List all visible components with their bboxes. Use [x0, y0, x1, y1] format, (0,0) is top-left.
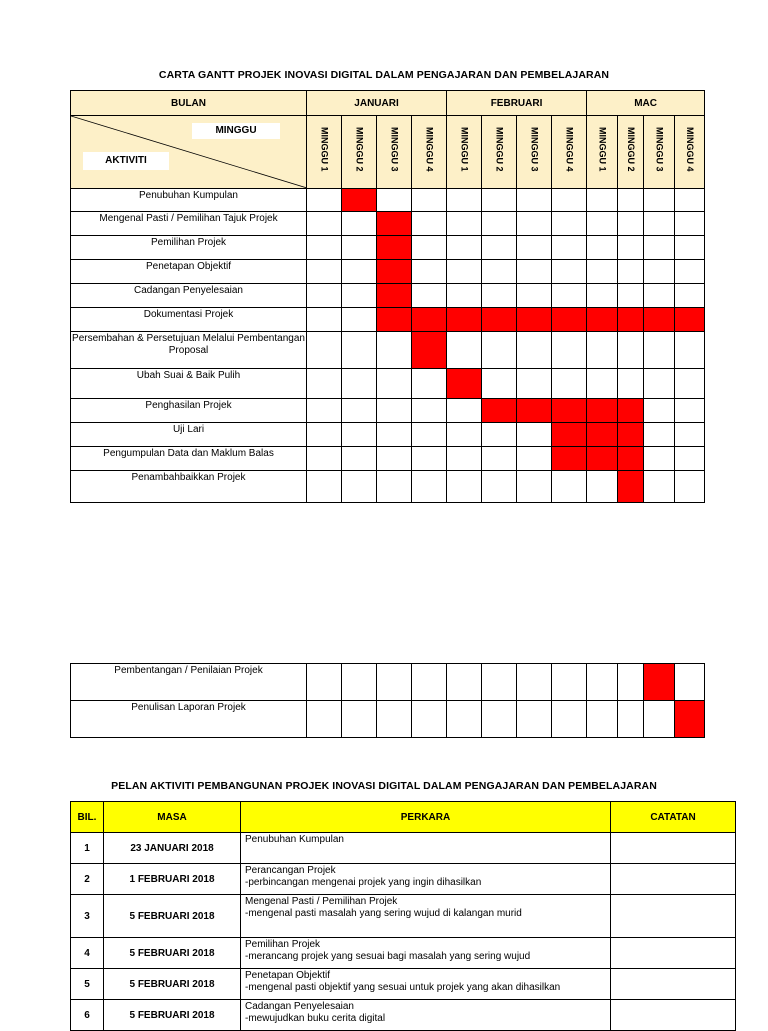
- gantt-bar-cell: [587, 308, 618, 332]
- gantt-empty-cell: [675, 332, 705, 369]
- plan-masa: 5 FEBRUARI 2018: [104, 969, 241, 1000]
- plan-perkara-line: -merancang projek yang sesuai bagi masalah yang sering wujud: [245, 951, 531, 962]
- plan-row: [71, 938, 736, 969]
- activity-name: Pengumpulan Data dan Maklum Balas: [71, 447, 307, 471]
- gantt-empty-cell: [412, 369, 447, 399]
- gantt-empty-cell: [447, 423, 482, 447]
- gantt-empty-cell: [482, 423, 517, 447]
- gantt-empty-cell: [342, 423, 377, 447]
- week-header: [307, 116, 342, 189]
- plan-perkara-line: -mengenal pasti masalah yang sering wujud di kalangan murid: [245, 908, 522, 919]
- activity-row: [71, 447, 705, 471]
- bulan-header: BULAN: [71, 91, 307, 116]
- gantt-bar-cell: [618, 447, 644, 471]
- gantt-chart-table: [70, 90, 705, 503]
- gantt-bar-cell: [552, 308, 587, 332]
- plan-perkara-line: -mewujudkan buku cerita digital: [245, 1013, 386, 1024]
- gantt-bar-cell: [482, 308, 517, 332]
- gantt-empty-cell: [342, 369, 377, 399]
- week-label: MINGGU 3: [529, 127, 540, 172]
- gantt-empty-cell: [552, 284, 587, 308]
- gantt-empty-cell: [307, 369, 342, 399]
- gantt-empty-cell: [675, 284, 705, 308]
- gantt-empty-cell: [447, 189, 482, 212]
- gantt-empty-cell: [517, 369, 552, 399]
- week-label: MINGGU 1: [319, 127, 330, 172]
- gantt-empty-cell: [377, 701, 412, 738]
- activity-name: Dokumentasi Projek: [71, 308, 307, 332]
- gantt-empty-cell: [412, 399, 447, 423]
- gantt-empty-cell: [482, 369, 517, 399]
- plan-perkara: [241, 864, 611, 895]
- week-label: MINGGU 3: [389, 127, 400, 172]
- plan-row: [71, 969, 736, 1000]
- week-label: MINGGU 3: [654, 127, 665, 172]
- gantt-empty-cell: [644, 212, 675, 236]
- gantt-empty-cell: [482, 447, 517, 471]
- gantt-empty-cell: [412, 701, 447, 738]
- activity-row: [71, 308, 705, 332]
- gantt-empty-cell: [644, 236, 675, 260]
- week-label: MINGGU 2: [354, 127, 365, 172]
- gantt-bar-cell: [644, 308, 675, 332]
- week-label: MINGGU 4: [685, 127, 696, 172]
- gantt-empty-cell: [618, 701, 644, 738]
- gantt-empty-cell: [618, 664, 644, 701]
- plan-masa: 5 FEBRUARI 2018: [104, 1000, 241, 1031]
- gantt-empty-cell: [447, 212, 482, 236]
- week-header: [552, 116, 587, 189]
- gantt-empty-cell: [377, 664, 412, 701]
- gantt-bar-cell: [587, 423, 618, 447]
- gantt-empty-cell: [552, 701, 587, 738]
- activity-name: Persembahan & Persetujuan Melalui Pembentangan Proposal: [71, 332, 307, 369]
- gantt-empty-cell: [482, 189, 517, 212]
- gantt-empty-cell: [447, 260, 482, 284]
- gantt-bar-cell: [377, 284, 412, 308]
- plan-header-masa: MASA: [104, 802, 241, 833]
- gantt-empty-cell: [644, 284, 675, 308]
- gantt-bar-cell: [587, 447, 618, 471]
- gantt-empty-cell: [644, 260, 675, 284]
- gantt-empty-cell: [517, 423, 552, 447]
- gantt-empty-cell: [307, 471, 342, 503]
- gantt-empty-cell: [412, 284, 447, 308]
- activity-row: [71, 284, 705, 308]
- gantt-empty-cell: [342, 447, 377, 471]
- gantt-empty-cell: [517, 212, 552, 236]
- gantt-empty-cell: [552, 236, 587, 260]
- gantt-empty-cell: [447, 471, 482, 503]
- gantt-empty-cell: [342, 664, 377, 701]
- plan-perkara-line: Pemilihan Projek: [245, 939, 321, 950]
- gantt-bar-cell: [644, 664, 675, 701]
- gantt-empty-cell: [552, 332, 587, 369]
- activity-name: Uji Lari: [71, 423, 307, 447]
- gantt-empty-cell: [342, 284, 377, 308]
- activity-row: [71, 664, 705, 701]
- gantt-empty-cell: [675, 260, 705, 284]
- plan-header-catatan: CATATAN: [611, 802, 736, 833]
- plan-row: [71, 895, 736, 938]
- activity-row: [71, 369, 705, 399]
- month-header-februari: FEBRUARI: [447, 91, 587, 116]
- activity-name: Penetapan Objektif: [71, 260, 307, 284]
- gantt-empty-cell: [307, 284, 342, 308]
- minggu-label: MINGGU: [192, 123, 280, 139]
- gantt-empty-cell: [644, 471, 675, 503]
- week-header: [342, 116, 377, 189]
- gantt-empty-cell: [517, 332, 552, 369]
- gantt-empty-cell: [377, 399, 412, 423]
- plan-perkara-line: -mengenal pasti objektif yang sesuai untuk projek yang akan dihasilkan: [245, 982, 561, 993]
- gantt-bar-cell: [517, 308, 552, 332]
- plan-row: [71, 1000, 736, 1031]
- plan-catatan: [611, 1000, 736, 1031]
- week-label: MINGGU 2: [626, 127, 637, 172]
- gantt-empty-cell: [675, 447, 705, 471]
- gantt-empty-cell: [412, 447, 447, 471]
- week-header: [644, 116, 675, 189]
- gantt-empty-cell: [412, 664, 447, 701]
- plan-perkara-line: Penubuhan Kumpulan: [245, 834, 344, 845]
- gantt-empty-cell: [377, 471, 412, 503]
- gantt-empty-cell: [482, 284, 517, 308]
- gantt-bar-cell: [552, 399, 587, 423]
- gantt-empty-cell: [482, 260, 517, 284]
- gantt-empty-cell: [342, 260, 377, 284]
- gantt-empty-cell: [517, 447, 552, 471]
- plan-bil: 3: [71, 895, 104, 938]
- aktiviti-label: AKTIVITI: [83, 152, 169, 170]
- gantt-empty-cell: [517, 701, 552, 738]
- plan-perkara: [241, 833, 611, 864]
- plan-bil: 6: [71, 1000, 104, 1031]
- gantt-empty-cell: [587, 236, 618, 260]
- gantt-empty-cell: [307, 236, 342, 260]
- plan-masa: 23 JANUARI 2018: [104, 833, 241, 864]
- gantt-empty-cell: [412, 471, 447, 503]
- gantt-empty-cell: [675, 399, 705, 423]
- gantt-empty-cell: [675, 471, 705, 503]
- gantt-empty-cell: [618, 369, 644, 399]
- plan-perkara-line: Penetapan Objektif: [245, 970, 331, 981]
- gantt-empty-cell: [307, 260, 342, 284]
- gantt-empty-cell: [307, 332, 342, 369]
- gantt-empty-cell: [552, 260, 587, 284]
- gantt-chart-table-continued: [70, 663, 705, 738]
- plan-perkara-line: Perancangan Projek: [245, 865, 336, 876]
- gantt-empty-cell: [307, 664, 342, 701]
- week-header: [377, 116, 412, 189]
- gantt-empty-cell: [587, 701, 618, 738]
- activity-row: [71, 471, 705, 503]
- gantt-empty-cell: [618, 189, 644, 212]
- gantt-empty-cell: [618, 260, 644, 284]
- plan-catatan: [611, 864, 736, 895]
- month-header-januari: JANUARI: [307, 91, 447, 116]
- activity-name: Penulisan Laporan Projek: [71, 701, 307, 738]
- activity-row: [71, 332, 705, 369]
- gantt-empty-cell: [675, 423, 705, 447]
- plan-bil: 4: [71, 938, 104, 969]
- gantt-empty-cell: [644, 399, 675, 423]
- gantt-bar-cell: [342, 189, 377, 212]
- activity-name: Mengenal Pasti / Pemilihan Tajuk Projek: [71, 212, 307, 236]
- week-header: [412, 116, 447, 189]
- gantt-empty-cell: [618, 212, 644, 236]
- gantt-bar-cell: [412, 308, 447, 332]
- week-label: MINGGU 1: [459, 127, 470, 172]
- plan-perkara-line: Mengenal Pasti / Pemilihan Projek: [245, 896, 398, 907]
- gantt-empty-cell: [587, 260, 618, 284]
- gantt-empty-cell: [675, 212, 705, 236]
- plan-bil: 5: [71, 969, 104, 1000]
- plan-masa: 5 FEBRUARI 2018: [104, 938, 241, 969]
- gantt-empty-cell: [307, 212, 342, 236]
- activity-name: Pemilihan Projek: [71, 236, 307, 260]
- gantt-empty-cell: [307, 308, 342, 332]
- activity-name: Ubah Suai & Baik Pulih: [71, 369, 307, 399]
- week-header: [447, 116, 482, 189]
- gantt-empty-cell: [517, 260, 552, 284]
- gantt-empty-cell: [447, 701, 482, 738]
- gantt-empty-cell: [552, 664, 587, 701]
- plan-table: [70, 801, 736, 1031]
- gantt-bar-cell: [587, 399, 618, 423]
- activity-row: [71, 399, 705, 423]
- gantt-empty-cell: [307, 701, 342, 738]
- gantt-empty-cell: [644, 369, 675, 399]
- plan-bil: 2: [71, 864, 104, 895]
- plan-catatan: [611, 938, 736, 969]
- gantt-empty-cell: [675, 236, 705, 260]
- gantt-empty-cell: [342, 471, 377, 503]
- plan-row: [71, 833, 736, 864]
- gantt-empty-cell: [587, 664, 618, 701]
- gantt-bar-cell: [517, 399, 552, 423]
- week-header: [482, 116, 517, 189]
- plan-bil: 1: [71, 833, 104, 864]
- gantt-empty-cell: [517, 664, 552, 701]
- gantt-empty-cell: [342, 212, 377, 236]
- gantt-empty-cell: [587, 332, 618, 369]
- activity-name: Penghasilan Projek: [71, 399, 307, 423]
- activity-row: [71, 189, 705, 212]
- gantt-bar-cell: [675, 701, 705, 738]
- month-header-mac: MAC: [587, 91, 705, 116]
- gantt-empty-cell: [412, 189, 447, 212]
- activity-row: [71, 423, 705, 447]
- gantt-empty-cell: [307, 399, 342, 423]
- gantt-empty-cell: [675, 189, 705, 212]
- gantt-bar-cell: [447, 308, 482, 332]
- gantt-empty-cell: [644, 447, 675, 471]
- gantt-empty-cell: [482, 332, 517, 369]
- plan-perkara-line: -perbincangan mengenai projek yang ingin dihasilkan: [245, 877, 482, 888]
- gantt-bar-cell: [618, 423, 644, 447]
- gantt-empty-cell: [587, 212, 618, 236]
- gantt-bar-cell: [552, 447, 587, 471]
- gantt-empty-cell: [342, 399, 377, 423]
- activity-row: [71, 260, 705, 284]
- activity-name: Cadangan Penyelesaian: [71, 284, 307, 308]
- gantt-empty-cell: [447, 447, 482, 471]
- gantt-empty-cell: [587, 284, 618, 308]
- gantt-empty-cell: [342, 236, 377, 260]
- activity-name: Penubuhan Kumpulan: [71, 189, 307, 212]
- gantt-empty-cell: [552, 471, 587, 503]
- gantt-empty-cell: [482, 701, 517, 738]
- plan-title: PELAN AKTIVITI PEMBANGUNAN PROJEK INOVASI DIGITAL DALAM PENGAJARAN DAN PEMBELAJARAN: [111, 780, 657, 792]
- gantt-empty-cell: [644, 701, 675, 738]
- plan-header-perkara: PERKARA: [241, 802, 611, 833]
- gantt-empty-cell: [618, 284, 644, 308]
- gantt-empty-cell: [447, 664, 482, 701]
- plan-catatan: [611, 895, 736, 938]
- gantt-empty-cell: [447, 399, 482, 423]
- activity-name: Pembentangan / Penilaian Projek: [71, 664, 307, 701]
- plan-row: [71, 864, 736, 895]
- gantt-bar-cell: [618, 308, 644, 332]
- gantt-empty-cell: [412, 212, 447, 236]
- gantt-empty-cell: [482, 236, 517, 260]
- gantt-empty-cell: [447, 236, 482, 260]
- plan-header-bil: BIL.: [71, 802, 104, 833]
- activity-name: Penambahbaikkan Projek: [71, 471, 307, 503]
- gantt-bar-cell: [482, 399, 517, 423]
- gantt-empty-cell: [482, 212, 517, 236]
- plan-perkara-line: Cadangan Penyelesaian: [245, 1001, 354, 1012]
- gantt-empty-cell: [618, 332, 644, 369]
- gantt-bar-cell: [377, 260, 412, 284]
- gantt-empty-cell: [552, 189, 587, 212]
- gantt-empty-cell: [307, 189, 342, 212]
- week-header: [587, 116, 618, 189]
- gantt-empty-cell: [644, 423, 675, 447]
- gantt-bar-cell: [447, 369, 482, 399]
- gantt-bar-cell: [552, 423, 587, 447]
- gantt-empty-cell: [517, 284, 552, 308]
- gantt-empty-cell: [482, 471, 517, 503]
- gantt-empty-cell: [447, 284, 482, 308]
- week-label: MINGGU 1: [597, 127, 608, 172]
- plan-perkara: [241, 969, 611, 1000]
- gantt-empty-cell: [618, 236, 644, 260]
- gantt-empty-cell: [482, 664, 517, 701]
- gantt-empty-cell: [675, 369, 705, 399]
- gantt-bar-cell: [377, 236, 412, 260]
- gantt-empty-cell: [377, 189, 412, 212]
- gantt-empty-cell: [377, 423, 412, 447]
- gantt-empty-cell: [517, 189, 552, 212]
- gantt-bar-cell: [377, 212, 412, 236]
- gantt-bar-cell: [675, 308, 705, 332]
- activity-row: [71, 236, 705, 260]
- gantt-empty-cell: [587, 189, 618, 212]
- gantt-empty-cell: [377, 369, 412, 399]
- gantt-empty-cell: [517, 471, 552, 503]
- gantt-empty-cell: [587, 369, 618, 399]
- plan-catatan: [611, 833, 736, 864]
- gantt-empty-cell: [307, 423, 342, 447]
- gantt-empty-cell: [552, 212, 587, 236]
- week-header: [517, 116, 552, 189]
- gantt-bar-cell: [618, 471, 644, 503]
- gantt-empty-cell: [447, 332, 482, 369]
- gantt-empty-cell: [587, 471, 618, 503]
- activity-row: [71, 701, 705, 738]
- diagonal-header-cell: [71, 116, 307, 189]
- gantt-empty-cell: [552, 369, 587, 399]
- week-label: MINGGU 4: [424, 127, 435, 172]
- gantt-empty-cell: [517, 236, 552, 260]
- gantt-bar-cell: [377, 308, 412, 332]
- gantt-empty-cell: [377, 447, 412, 471]
- plan-catatan: [611, 969, 736, 1000]
- gantt-empty-cell: [342, 308, 377, 332]
- gantt-title: CARTA GANTT PROJEK INOVASI DIGITAL DALAM PENGAJARAN DAN PEMBELAJARAN: [158, 69, 610, 81]
- week-label: MINGGU 4: [564, 127, 575, 172]
- gantt-empty-cell: [412, 260, 447, 284]
- gantt-empty-cell: [307, 447, 342, 471]
- gantt-empty-cell: [412, 423, 447, 447]
- week-header: [675, 116, 705, 189]
- plan-masa: 1 FEBRUARI 2018: [104, 864, 241, 895]
- activity-row: [71, 212, 705, 236]
- gantt-empty-cell: [644, 189, 675, 212]
- gantt-bar-cell: [412, 332, 447, 369]
- plan-perkara: [241, 895, 611, 938]
- gantt-empty-cell: [675, 664, 705, 701]
- gantt-empty-cell: [412, 236, 447, 260]
- gantt-empty-cell: [377, 332, 412, 369]
- gantt-bar-cell: [618, 399, 644, 423]
- week-header: [618, 116, 644, 189]
- plan-perkara: [241, 1000, 611, 1031]
- gantt-empty-cell: [342, 701, 377, 738]
- week-label: MINGGU 2: [494, 127, 505, 172]
- gantt-empty-cell: [342, 332, 377, 369]
- gantt-empty-cell: [644, 332, 675, 369]
- plan-masa: 5 FEBRUARI 2018: [104, 895, 241, 938]
- plan-perkara: [241, 938, 611, 969]
